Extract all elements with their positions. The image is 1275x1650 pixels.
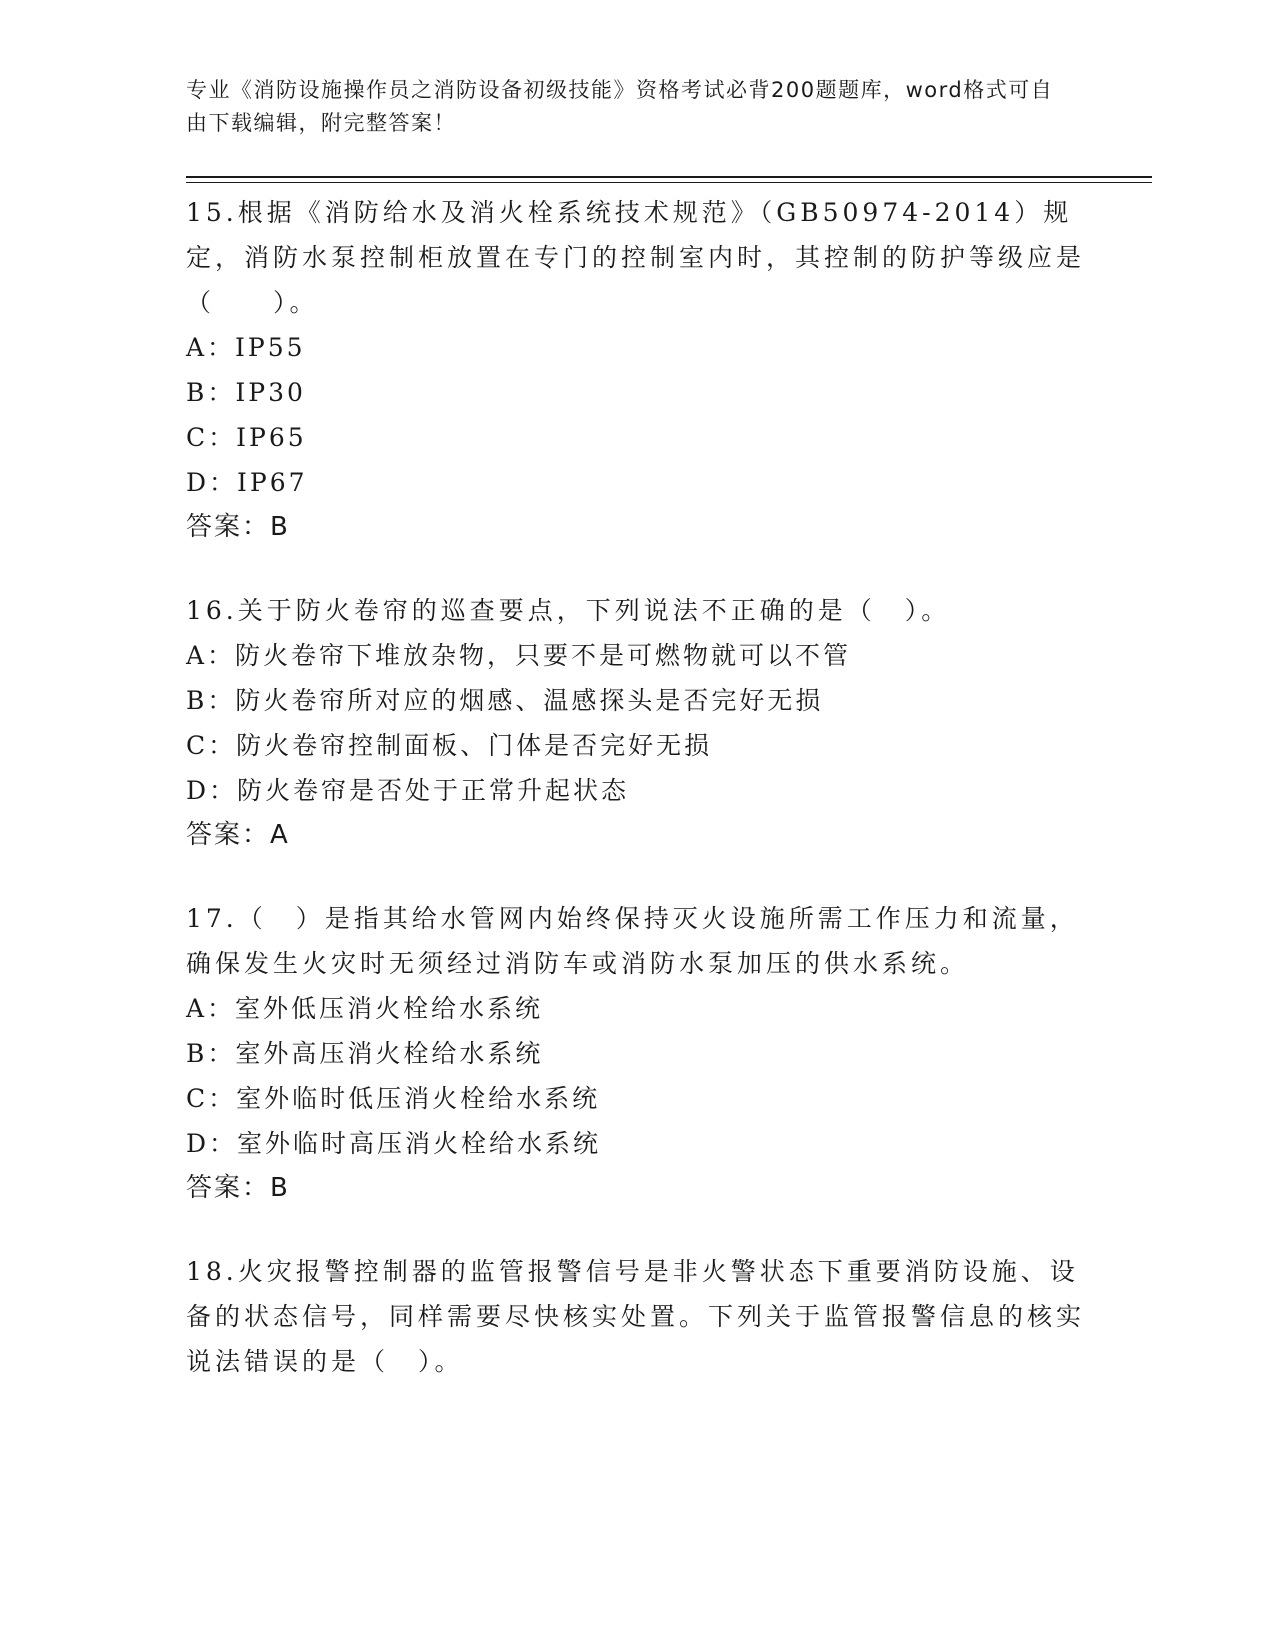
question-stem: 16.关于防火卷帘的巡查要点，下列说法不正确的是（ ）。 (186, 596, 951, 625)
question-15 (186, 190, 1086, 550)
question-list (186, 190, 1086, 1422)
question-stem: 18.火灾报警控制器的监管报警信号是非火警状态下重要消防设施、设备的状态信号，同样需要尽快核实处置。下列关于监管报警信息的核实说法错误的是（ ）。 (186, 1257, 1086, 1376)
answer: 答案：A (186, 820, 290, 850)
option-b: B：防火卷帘所对应的烟感、温感探头是否完好无损 (186, 686, 824, 715)
option-c: C：防火卷帘控制面板、门体是否完好无损 (186, 731, 713, 760)
option-b: B：室外高压消火栓给水系统 (186, 1039, 544, 1068)
option-a: A：IP55 (186, 333, 306, 362)
question-stem: 15.根据《消防给水及消火栓系统技术规范》（GB50974-2014）规定，消防水泵控制柜放置在专门的控制室内时，其控制的防护等级应是（ ）。 (186, 198, 1086, 317)
option-d: D：防火卷帘是否处于正常升起状态 (186, 776, 630, 805)
answer: 答案：B (186, 512, 290, 542)
answer: 答案：B (186, 1173, 290, 1203)
question-stem: 17.（ ）是指其给水管网内始终保持灭火设施所需工作压力和流量，确保发生火灾时无须经过消防车或消防水泵加压的供水系统。 (186, 904, 1079, 978)
option-b: B：IP30 (186, 378, 306, 407)
option-c: C：IP65 (186, 423, 307, 452)
header-divider (186, 176, 1152, 178)
option-d: D：IP67 (186, 468, 308, 497)
option-a: A：室外低压消火栓给水系统 (186, 994, 544, 1023)
question-18 (186, 1249, 1086, 1384)
question-16 (186, 588, 1086, 858)
question-17 (186, 896, 1086, 1211)
header-divider-thin (186, 182, 1152, 183)
option-a: A：防火卷帘下堆放杂物，只要不是可燃物就可以不管 (186, 641, 852, 670)
page-header: 专业《消防设施操作员之消防设备初级技能》资格考试必背200题题库，word格式可自由下载编辑，附完整答案！ (186, 78, 1054, 135)
option-c: C：室外临时低压消火栓给水系统 (186, 1084, 601, 1113)
option-d: D：室外临时高压消火栓给水系统 (186, 1129, 602, 1158)
